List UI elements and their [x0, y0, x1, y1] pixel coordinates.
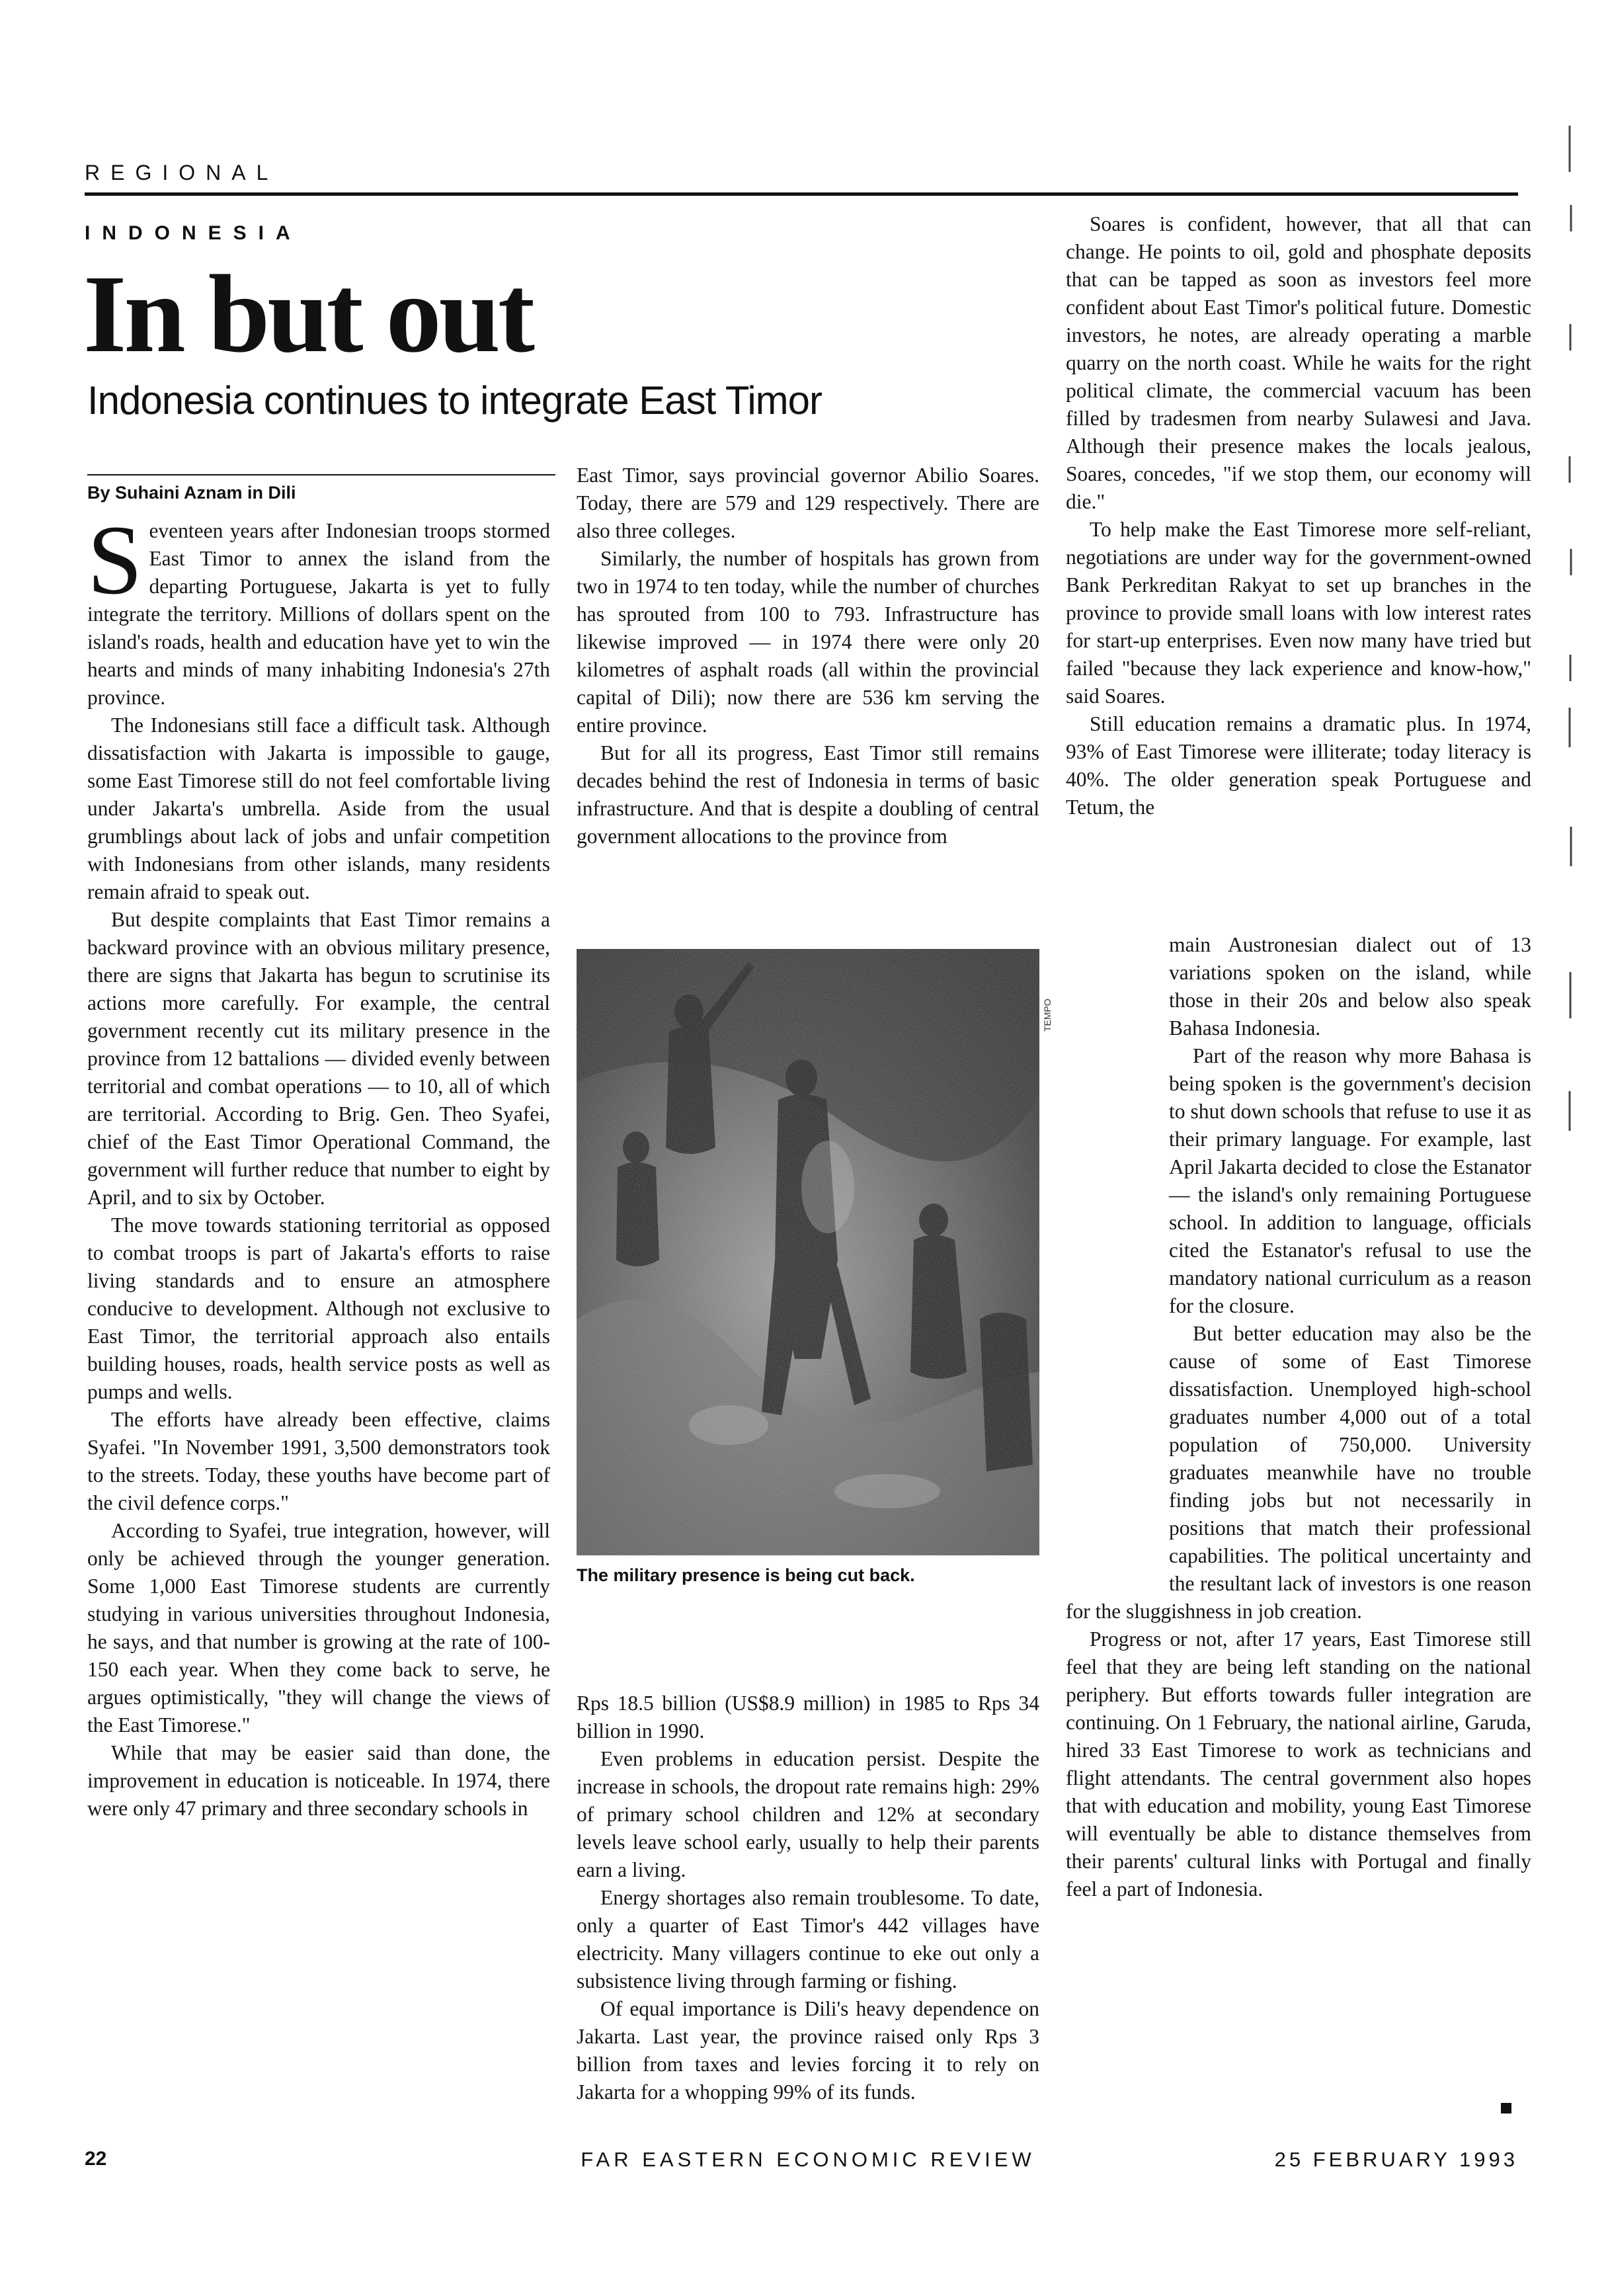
paragraph: Still education remains a dramatic plus. In 1974, 93% of East Timorese were illiterate; today literacy is 40%. The older generation speak Portuguese and Tetum, the	[1066, 712, 1531, 819]
paragraph: The Indonesians still face a difficult task. Although dissatisfaction with Jakarta is impossible to gauge, some East Timorese still do not feel comfortable living under Jakarta's umbrella. Aside from the usual grumblings about lack of jobs and unfair competition with Indonesians from other islands, many residents remain afraid to speak out.	[87, 714, 550, 903]
paragraph: Even problems in education persist. Despite the increase in schools, the dropout rate remains high: 29% of primary school children and 12% at secondary levels leave school early, usually to help their parents earn a living.	[577, 1747, 1039, 1881]
headline: In but out	[83, 253, 533, 376]
photo-text-wrap-spacer	[1066, 931, 1169, 1579]
article-photo	[577, 949, 1039, 1555]
kicker: INDONESIA	[85, 222, 302, 244]
photo-image	[577, 949, 1039, 1555]
paragraph: Energy shortages also remain troublesome. To date, only a quarter of East Timor's 442 villages have electricity. Many villagers continue to eke out only a subsistence living through farming or fishing.	[577, 1886, 1039, 1992]
paragraph: While that may be easier said than done, the improvement in education is noticeable. In 1974, there were only 47 primary and three secondary schools in	[87, 1741, 550, 1820]
paragraph-text: eventeen years after Indonesian troops stormed East Timor to annex the island from the departing Portuguese, Jakarta is yet to fully integrate the territory. Millions of dollars spent on the island's roads, health and education have yet to win the hearts and minds of many inhabiting Indonesia's 27th province.	[87, 519, 550, 709]
article-column-2-bottom	[577, 1690, 1039, 2126]
drop-cap: S	[87, 505, 143, 615]
paragraph: Part of the reason why more Bahasa is being spoken is the government's decision to shut down schools that refuse to use it as their primary language. For example, last April Jakarta decided to close the Estanator — the island's only remaining Portuguese school. In addition to language, officials cited the Estanator's refusal to use the mandatory national curriculum as a reason for the closure.	[1169, 1044, 1531, 1317]
page-number: 22	[85, 2148, 107, 2170]
issue-date: 25 FEBRUARY 1993	[1274, 2148, 1518, 2171]
paragraph: Similarly, the number of hospitals has grown from two in 1974 to ten today, while the number of churches has sprouted from 100 to 793. Infrastructure has likewise improved — in 1974 there were only 20 kilometres of asphalt roads (all within the provincial capital of Dili); now there are 536 km serving the entire province.	[577, 547, 1039, 737]
paragraph: Soares is confident, however, that all that can change. He points to oil, gold and phosphate deposits that can be tapped as soon as investors feel more confident about East Timor's political future. Domestic investors, he notes, are already operating a marble quarry on the north coast. While he waits for the right political climate, the commercial vacuum has been filled by tradesmen from nearby Sulawesi and Java. Although their presence makes the locals jealous, Soares, concedes, "if we stop them, our economy will die."	[1066, 212, 1531, 513]
paragraph: Progress or not, after 17 years, East Timorese still feel that they are being left standing on the national periphery. But efforts towards fuller integration are continuing. On 1 February, the national airline, Garuda, hired 33 East Timorese to work as technicians and flight attendants. The central government also hopes that with education and mobility, young East Timorese will eventually be able to distance themselves from their parents' cultural links with Portugal and finally feel a part of Indonesia.	[1066, 1627, 1531, 1901]
article-column-3-wrap	[1066, 931, 1531, 2123]
paragraph: The efforts have already been effective, claims Syafei. "In November 1991, 3,500 demonstrators took to the streets. Today, these youths have become part of the civil defence corps."	[87, 1408, 550, 1514]
paragraph: But despite complaints that East Timor remains a backward province with an obvious military presence, there are signs that Jakarta has begun to scrutinise its actions more carefully. For example, the central government recently cut its military presence in the province from 12 battalions — divided evenly between territorial and combat operations — to 10, all of which are territorial. According to Brig. Gen. Theo Syafei, chief of the East Timor Operational Command, the government will further reduce that number to eight by April, and to six by October.	[87, 908, 550, 1209]
section-rule	[85, 192, 1518, 196]
paragraph: main Austronesian dialect out of 13 variations spoken on the island, while those in their 20s and below also speak Bahasa Indonesia.	[1169, 933, 1531, 1040]
section-label: REGIONAL	[85, 161, 279, 184]
paragraph: Rps 18.5 billion (US$8.9 million) in 1985 to Rps 34 billion in 1990.	[577, 1692, 1039, 1742]
paragraph: But for all its progress, East Timor still remains decades behind the rest of Indonesia in terms of basic infrastructure. And that is despite a doubling of central government allocations to the province from	[577, 741, 1039, 848]
byline: By Suhaini Aznam in Dili	[87, 483, 296, 503]
paragraph: East Timor, says provincial governor Abilio Soares. Today, there are 579 and 129 respectively. There are also three colleges.	[577, 464, 1039, 542]
byline-rule	[87, 474, 555, 475]
end-mark	[1501, 2103, 1511, 2113]
paragraph: To help make the East Timorese more self-reliant, negotiations are under way for the government-owned Bank Perkreditan Rakyat to set up branches in the province to provide small loans with low interest rates for start-up enterprises. Even now many have tried but failed "because they lack experience and know-how," said Soares.	[1066, 518, 1531, 708]
scan-margin-marks	[1560, 112, 1580, 1303]
paragraph: Of equal importance is Dili's heavy dependence on Jakarta. Last year, the province raised only Rps 3 billion from taxes and levies forcing it to rely on Jakarta for a whopping 99% of its funds.	[577, 1997, 1039, 2104]
paragraph: But better education may also be the cause of some of East Timorese dissatisfaction. Unemployed high-school graduates number 4,000 out of a total population of 750,000. University graduates meanwhile have no trouble finding jobs but not necessarily in positions that match their professional capabilities. The political uncertainty and the resultant lack of investors is one reason for the sluggishness in job creation.	[1066, 1322, 1531, 1623]
article-column-2-top	[577, 462, 1039, 944]
publication-name: FAR EASTERN ECONOMIC REVIEW	[581, 2148, 1035, 2171]
article-column-1	[87, 505, 550, 2117]
deck: Indonesia continues to integrate East Timor	[87, 378, 823, 423]
photo-caption: The military presence is being cut back.	[577, 1565, 915, 1585]
photo-credit: TEMPO	[1042, 999, 1053, 1032]
paragraph	[87, 505, 550, 712]
article-column-3-top	[1066, 210, 1531, 931]
paragraph: According to Syafei, true integration, however, will only be achieved through the younger generation. Some 1,000 East Timorese students are currently studying in various universities throughout Indonesia, he says, and that number is growing at the rate of 100-150 each year. When they come back to serve, he argues optimistically, "they will change the views of the East Timorese."	[87, 1519, 550, 1737]
paragraph: The move towards stationing territorial as opposed to combat troops is part of Jakarta's efforts to raise living standards and to ensure an atmosphere conducive to development. Although not exclusive to East Timor, the territorial approach also entails building houses, roads, health service posts as well as pumps and wells.	[87, 1213, 550, 1403]
